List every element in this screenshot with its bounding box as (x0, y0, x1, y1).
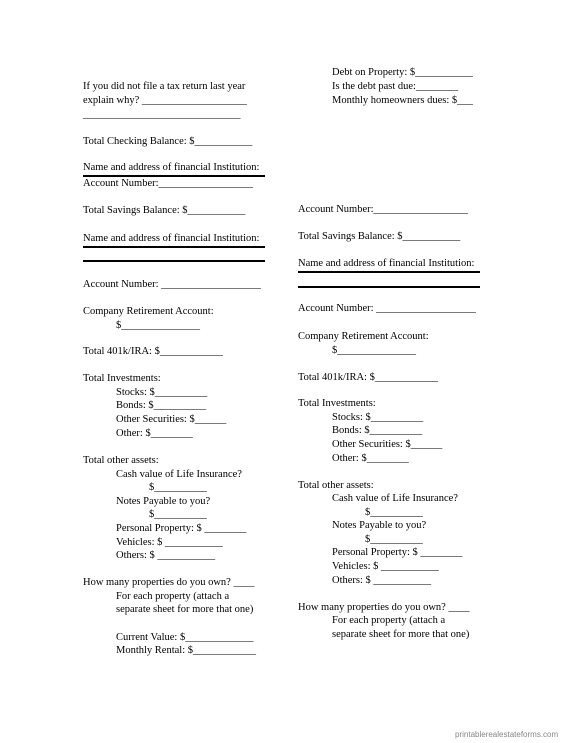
debt-on-property-label: Debt on Property: $___________ (332, 67, 473, 78)
vehicles-label: Vehicles: $ ___________ (116, 537, 223, 548)
tax-explain-line: explain why? ____________________ (83, 95, 247, 106)
right-other-assets-label: Total other assets: (298, 480, 374, 491)
monthly-rental-label: Monthly Rental: $____________ (116, 645, 256, 656)
right-properties-count-label: How many properties do you own? ____ (298, 602, 470, 613)
right-life-insurance-amount: $__________ (365, 507, 423, 518)
right-account-number-1: Account Number:__________________ (298, 204, 469, 215)
checking-balance-label: Total Checking Balance: $___________ (83, 136, 253, 147)
retirement-label: Company Retirement Account: (83, 306, 214, 317)
ira-label: Total 401k/IRA: $____________ (83, 346, 223, 357)
retirement-amount: $_______________ (116, 320, 200, 331)
right-retirement-label: Company Retirement Account: (298, 331, 429, 342)
notes-payable-label: Notes Payable to you? (116, 496, 211, 507)
right-institution-rule-b (298, 286, 480, 288)
right-stocks-label: Stocks: $__________ (332, 412, 424, 423)
right-institution-rule-a (298, 271, 480, 273)
account-number-1: Account Number:__________________ (83, 178, 254, 189)
debt-past-due-label: Is the debt past due:________ (332, 81, 458, 92)
others-label: Others: $ ___________ (116, 550, 216, 561)
stocks-label: Stocks: $__________ (116, 387, 208, 398)
bonds-label: Bonds: $__________ (116, 400, 207, 411)
right-other-label: Other: $________ (332, 453, 409, 464)
institution-label-1: Name and address of financial Institution: (83, 162, 260, 173)
right-other-securities-label: Other Securities: $______ (332, 439, 443, 450)
right-personal-property-label: Personal Property: $ ________ (332, 547, 463, 558)
each-property-line-2: separate sheet for more that one) (116, 604, 254, 615)
right-retirement-amount: $_______________ (332, 345, 416, 356)
right-institution-label: Name and address of financial Institution: (298, 258, 475, 269)
right-notes-payable-amount: $__________ (365, 534, 423, 545)
notes-payable-amount: $__________ (149, 509, 207, 520)
monthly-hoa-label: Monthly homeowners dues: $___ (332, 95, 473, 106)
savings-balance-label: Total Savings Balance: $___________ (83, 205, 246, 216)
right-each-property-line-1: For each property (attach a (332, 615, 446, 626)
life-insurance-label: Cash value of Life Insurance? (116, 469, 242, 480)
account-number-2: Account Number: ___________________ (83, 279, 261, 290)
tax-return-question: If you did not file a tax return last year (83, 81, 246, 92)
each-property-line-1: For each property (attach a (116, 591, 230, 602)
right-bonds-label: Bonds: $__________ (332, 425, 423, 436)
properties-count-label: How many properties do you own? ____ (83, 577, 255, 588)
investments-label: Total Investments: (83, 373, 161, 384)
right-each-property-line-2: separate sheet for more that one) (332, 629, 470, 640)
personal-property-label: Personal Property: $ ________ (116, 523, 247, 534)
life-insurance-amount: $__________ (149, 482, 207, 493)
right-savings-balance-label: Total Savings Balance: $___________ (298, 231, 461, 242)
institution-rule-2a (83, 246, 265, 248)
other-securities-label: Other Securities: $______ (116, 414, 227, 425)
right-notes-payable-label: Notes Payable to you? (332, 520, 427, 531)
institution-label-2: Name and address of financial Institution: (83, 233, 260, 244)
right-account-number-2: Account Number: ___________________ (298, 303, 476, 314)
other-assets-label: Total other assets: (83, 455, 159, 466)
right-vehicles-label: Vehicles: $ ___________ (332, 561, 439, 572)
current-value-label: Current Value: $_____________ (116, 632, 254, 643)
right-life-insurance-label: Cash value of Life Insurance? (332, 493, 458, 504)
right-investments-label: Total Investments: (298, 398, 376, 409)
institution-rule-1 (83, 175, 265, 177)
right-others-label: Others: $ ___________ (332, 575, 432, 586)
institution-rule-2b (83, 260, 265, 262)
right-ira-label: Total 401k/IRA: $____________ (298, 372, 438, 383)
site-watermark: printablerealestateforms.com (455, 730, 559, 739)
tax-explain-blank: ______________________________ (83, 109, 241, 120)
other-label: Other: $________ (116, 428, 193, 439)
